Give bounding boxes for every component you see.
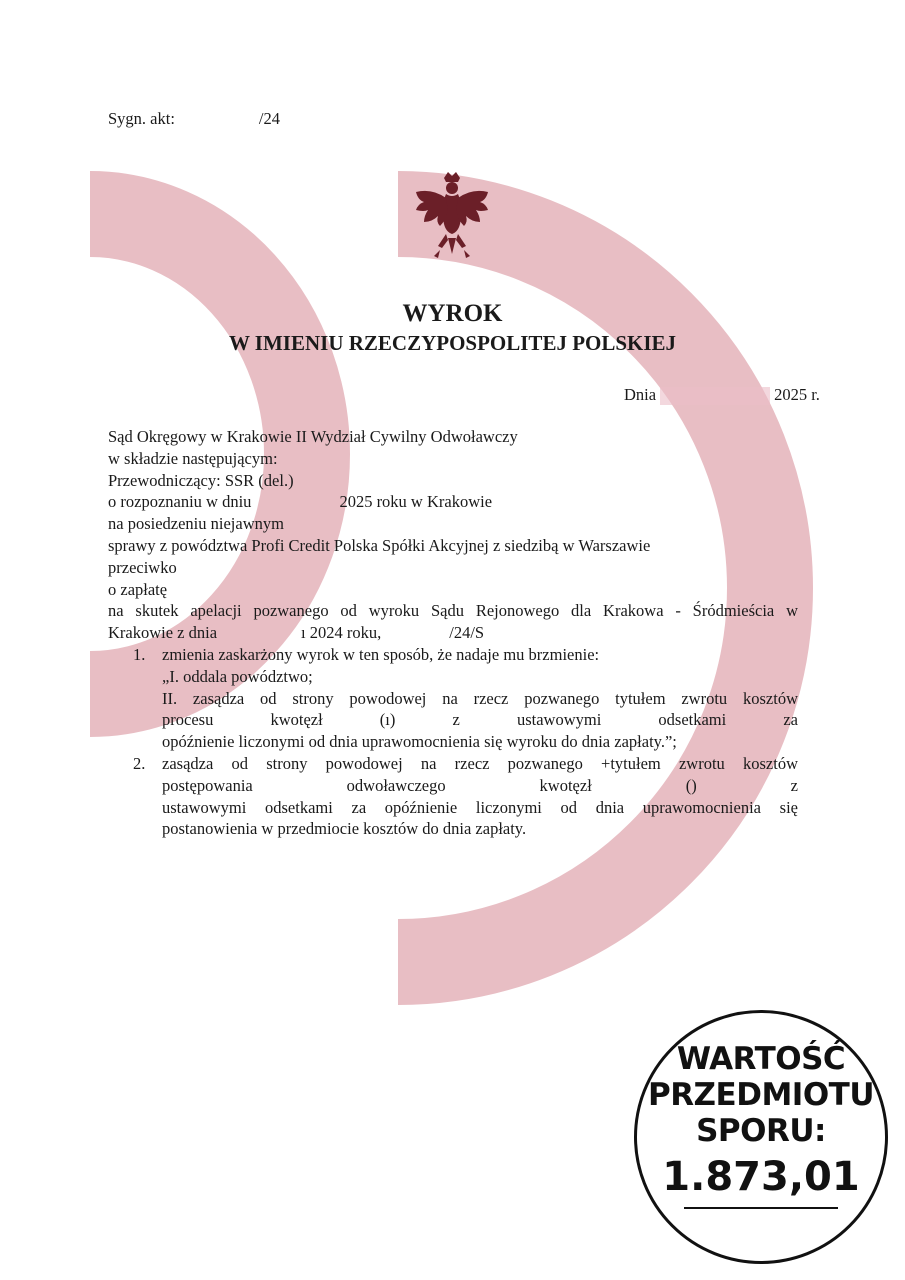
ruling-quote-1: „I. oddala powództwo; — [162, 666, 313, 686]
against-label: przeciwko — [108, 557, 177, 577]
hearing-suffix: 2025 roku w Krakowie — [339, 492, 493, 512]
session-type: na posiedzeniu niejawnym — [108, 514, 284, 534]
composition-label: w składzie następującym: — [108, 448, 278, 468]
stamp-value: 1.873,01 — [662, 1154, 860, 1200]
hearing-date — [108, 491, 798, 513]
case-reference — [108, 108, 280, 130]
ruling-text: zmienia zaskarżony wyrok w ten sposób, że nadaje mu brzmienie: — [162, 644, 600, 664]
judgment-body — [108, 426, 798, 840]
ruling-text-line-4: postanowienia w przedmiocie kosztów do dnia zapłaty. — [162, 819, 527, 839]
amount-currency: zł ( — [310, 710, 386, 730]
ruling-quote-2: II. zasądza od strony powodowej na rzecz pozwanego tytułem zwrotu kosztów — [162, 688, 798, 708]
hearing-prefix: o rozpoznaniu w dniu — [108, 492, 252, 512]
costs-currency: zł ( — [579, 775, 692, 795]
stamp-line-2: PRZEDMIOTU — [647, 1077, 875, 1113]
ruling-number: 1. — [133, 644, 146, 664]
case-subject: o zapłatę — [108, 579, 168, 599]
appeal-line: na skutek apelacji pozwanego od wyroku Sądu Rejonowego dla Krakowa - Śródmieścia w — [108, 601, 798, 621]
case-reference-suffix: /24 — [258, 109, 281, 128]
appeal-date-prefix: Krakowie z dnia — [108, 623, 218, 643]
document-title: WYROK — [402, 300, 503, 327]
appeal-year: ı 2024 roku, — [301, 623, 382, 643]
amount-interest: ı) z ustawowymi odsetkami za — [385, 710, 798, 730]
appeal-case-ref: /24/S — [449, 623, 485, 643]
case-reference-label: Sygn. akt: — [108, 109, 175, 128]
date-redaction — [660, 387, 770, 405]
ruling-quote-2-line-3: opóźnienie liczonymi od dnia uprawomocnienia się wyroku do dnia zapłaty.”; — [162, 732, 677, 752]
stamp-underline — [684, 1207, 838, 1209]
costs-suffix: ) z — [691, 775, 798, 795]
ruling-text-line-2 — [162, 775, 798, 797]
judgment-date — [624, 384, 820, 406]
stamp-line-3: SPORU: — [696, 1113, 826, 1149]
ruling-list — [108, 644, 798, 840]
ruling-quote-2-line-2 — [162, 709, 798, 731]
date-suffix: 2025 r. — [774, 385, 820, 404]
document-subtitle: W IMIENIU RZECZYPOSPOLITEJ POLSKIEJ — [228, 331, 677, 355]
appeal-line-2 — [108, 622, 798, 644]
costs-prefix: postępowania odwoławczego kwotę — [162, 775, 580, 795]
amount-prefix: procesu kwotę — [162, 710, 311, 730]
case-parties: sprawy z powództwa Profi Credit Polska Spółki Akcyjnej z siedzibą w Warszawie — [108, 535, 651, 555]
date-prefix: Dnia — [624, 385, 657, 404]
presiding-judge: Przewodniczący: SSR (del.) — [108, 470, 294, 490]
ruling-text: zasądza od strony powodowej na rzecz pozwanego +tytułem zwrotu kosztów — [162, 753, 798, 773]
stamp-line-1: WARTOŚĆ — [676, 1041, 846, 1077]
ruling-text-line-3: ustawowymi odsetkami za opóźnienie liczonymi od dnia uprawomocnienia się — [162, 797, 798, 817]
ruling-item — [108, 753, 798, 840]
ruling-number: 2. — [133, 753, 146, 773]
dispute-value-stamp — [634, 1010, 888, 1264]
ruling-item — [108, 644, 798, 753]
polish-eagle-emblem-icon — [410, 168, 494, 262]
court-name: Sąd Okręgowy w Krakowie II Wydział Cywilny Odwoławczy — [108, 427, 518, 446]
